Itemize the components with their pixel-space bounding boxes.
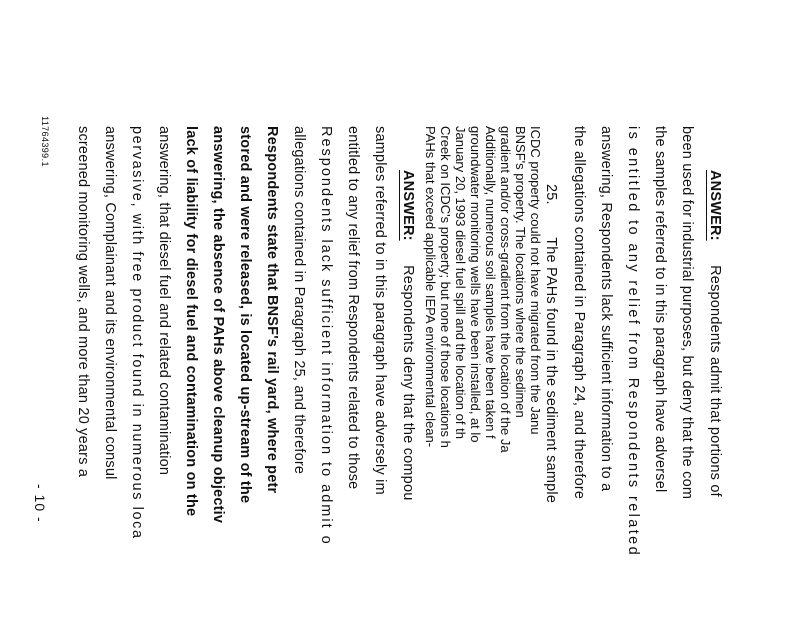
answer-25-heading xyxy=(398,170,418,500)
p25-line-7: Creek on ICDC's property; but none of those locations h xyxy=(438,126,453,448)
answer-25-line-3: Respondents lack sufficient information to admit o xyxy=(318,126,334,546)
answer-25-line-8: lack of liability for diesel fuel and contamination on the xyxy=(183,126,199,517)
document-id-footer: 11764399.1 xyxy=(40,116,50,167)
p25-line-6: January 20, 1993 diesel fuel spill and the location of th xyxy=(453,126,468,439)
answer-25-line-11: answering, Complainant and its environmental consul xyxy=(102,126,118,480)
p25-line-3: gradient and/or cross-gradient from the location of the Ja xyxy=(498,126,513,453)
p24-line-2: the samples referred to in this paragraph have adversel xyxy=(652,126,668,493)
answer-25-line-4: allegations contained in Paragraph 25, and therefore xyxy=(291,126,307,475)
answer-25-line-12: screened monitoring wells, and more than 20 years a xyxy=(75,126,91,478)
answer-25-line-6: stored and were released, is located up-stream of the xyxy=(237,126,253,504)
p25-line-2: BNSF's property. The locations where the sedimen xyxy=(513,126,528,418)
answer-25-line-7: answering, the absence of PAHs above cleanup objectiv xyxy=(210,126,226,524)
paragraph-25-first-line: The PAHs found in the sediment sample xyxy=(543,237,559,504)
p24-line-1: been used for industrial purposes, but deny that the com xyxy=(679,126,695,500)
p24-line-5: the allegations contained in Paragraph 24, and therefore xyxy=(571,126,587,500)
answer-label: ANSWER: xyxy=(707,170,723,241)
page-number: - 10 - xyxy=(32,484,48,523)
paragraph-number: 25. xyxy=(543,184,559,205)
p25-line-4: Additionally, numerous soil samples have been taken f xyxy=(483,126,498,439)
answer-label-25: ANSWER: xyxy=(400,170,416,241)
answer-24-heading xyxy=(705,170,725,497)
answer-25-line-9: answering, that diesel fuel and related contamination xyxy=(156,126,172,476)
p24-line-4: answering, Respondents lack sufficient information to a xyxy=(598,126,614,492)
answer-25-line-2: entitled to any relief from Respondents related to those xyxy=(345,126,361,490)
p24-line-3: is entitled to any relief from Respondents related xyxy=(625,126,641,558)
answer-24-first-line: Respondents admit that portions of xyxy=(707,265,723,497)
answer-25-line-10: pervasive, with free product found in numerous loca xyxy=(129,126,145,540)
answer-25-line-1: samples referred to in this paragraph have adversely im xyxy=(372,126,388,495)
p25-line-1: ICDC property could not have migrated from the Janu xyxy=(528,126,543,435)
p25-line-8: PAHs that exceed applicable IEPA environmental clean- xyxy=(423,126,438,448)
answer-25-line-5: Respondents state that BNSF's rail yard, where petr xyxy=(264,126,280,494)
answer-25-first-line: Respondents deny that the compou xyxy=(400,265,416,501)
p25-line-5: groundwater monitoring wells have been installed, at lo xyxy=(468,126,483,443)
